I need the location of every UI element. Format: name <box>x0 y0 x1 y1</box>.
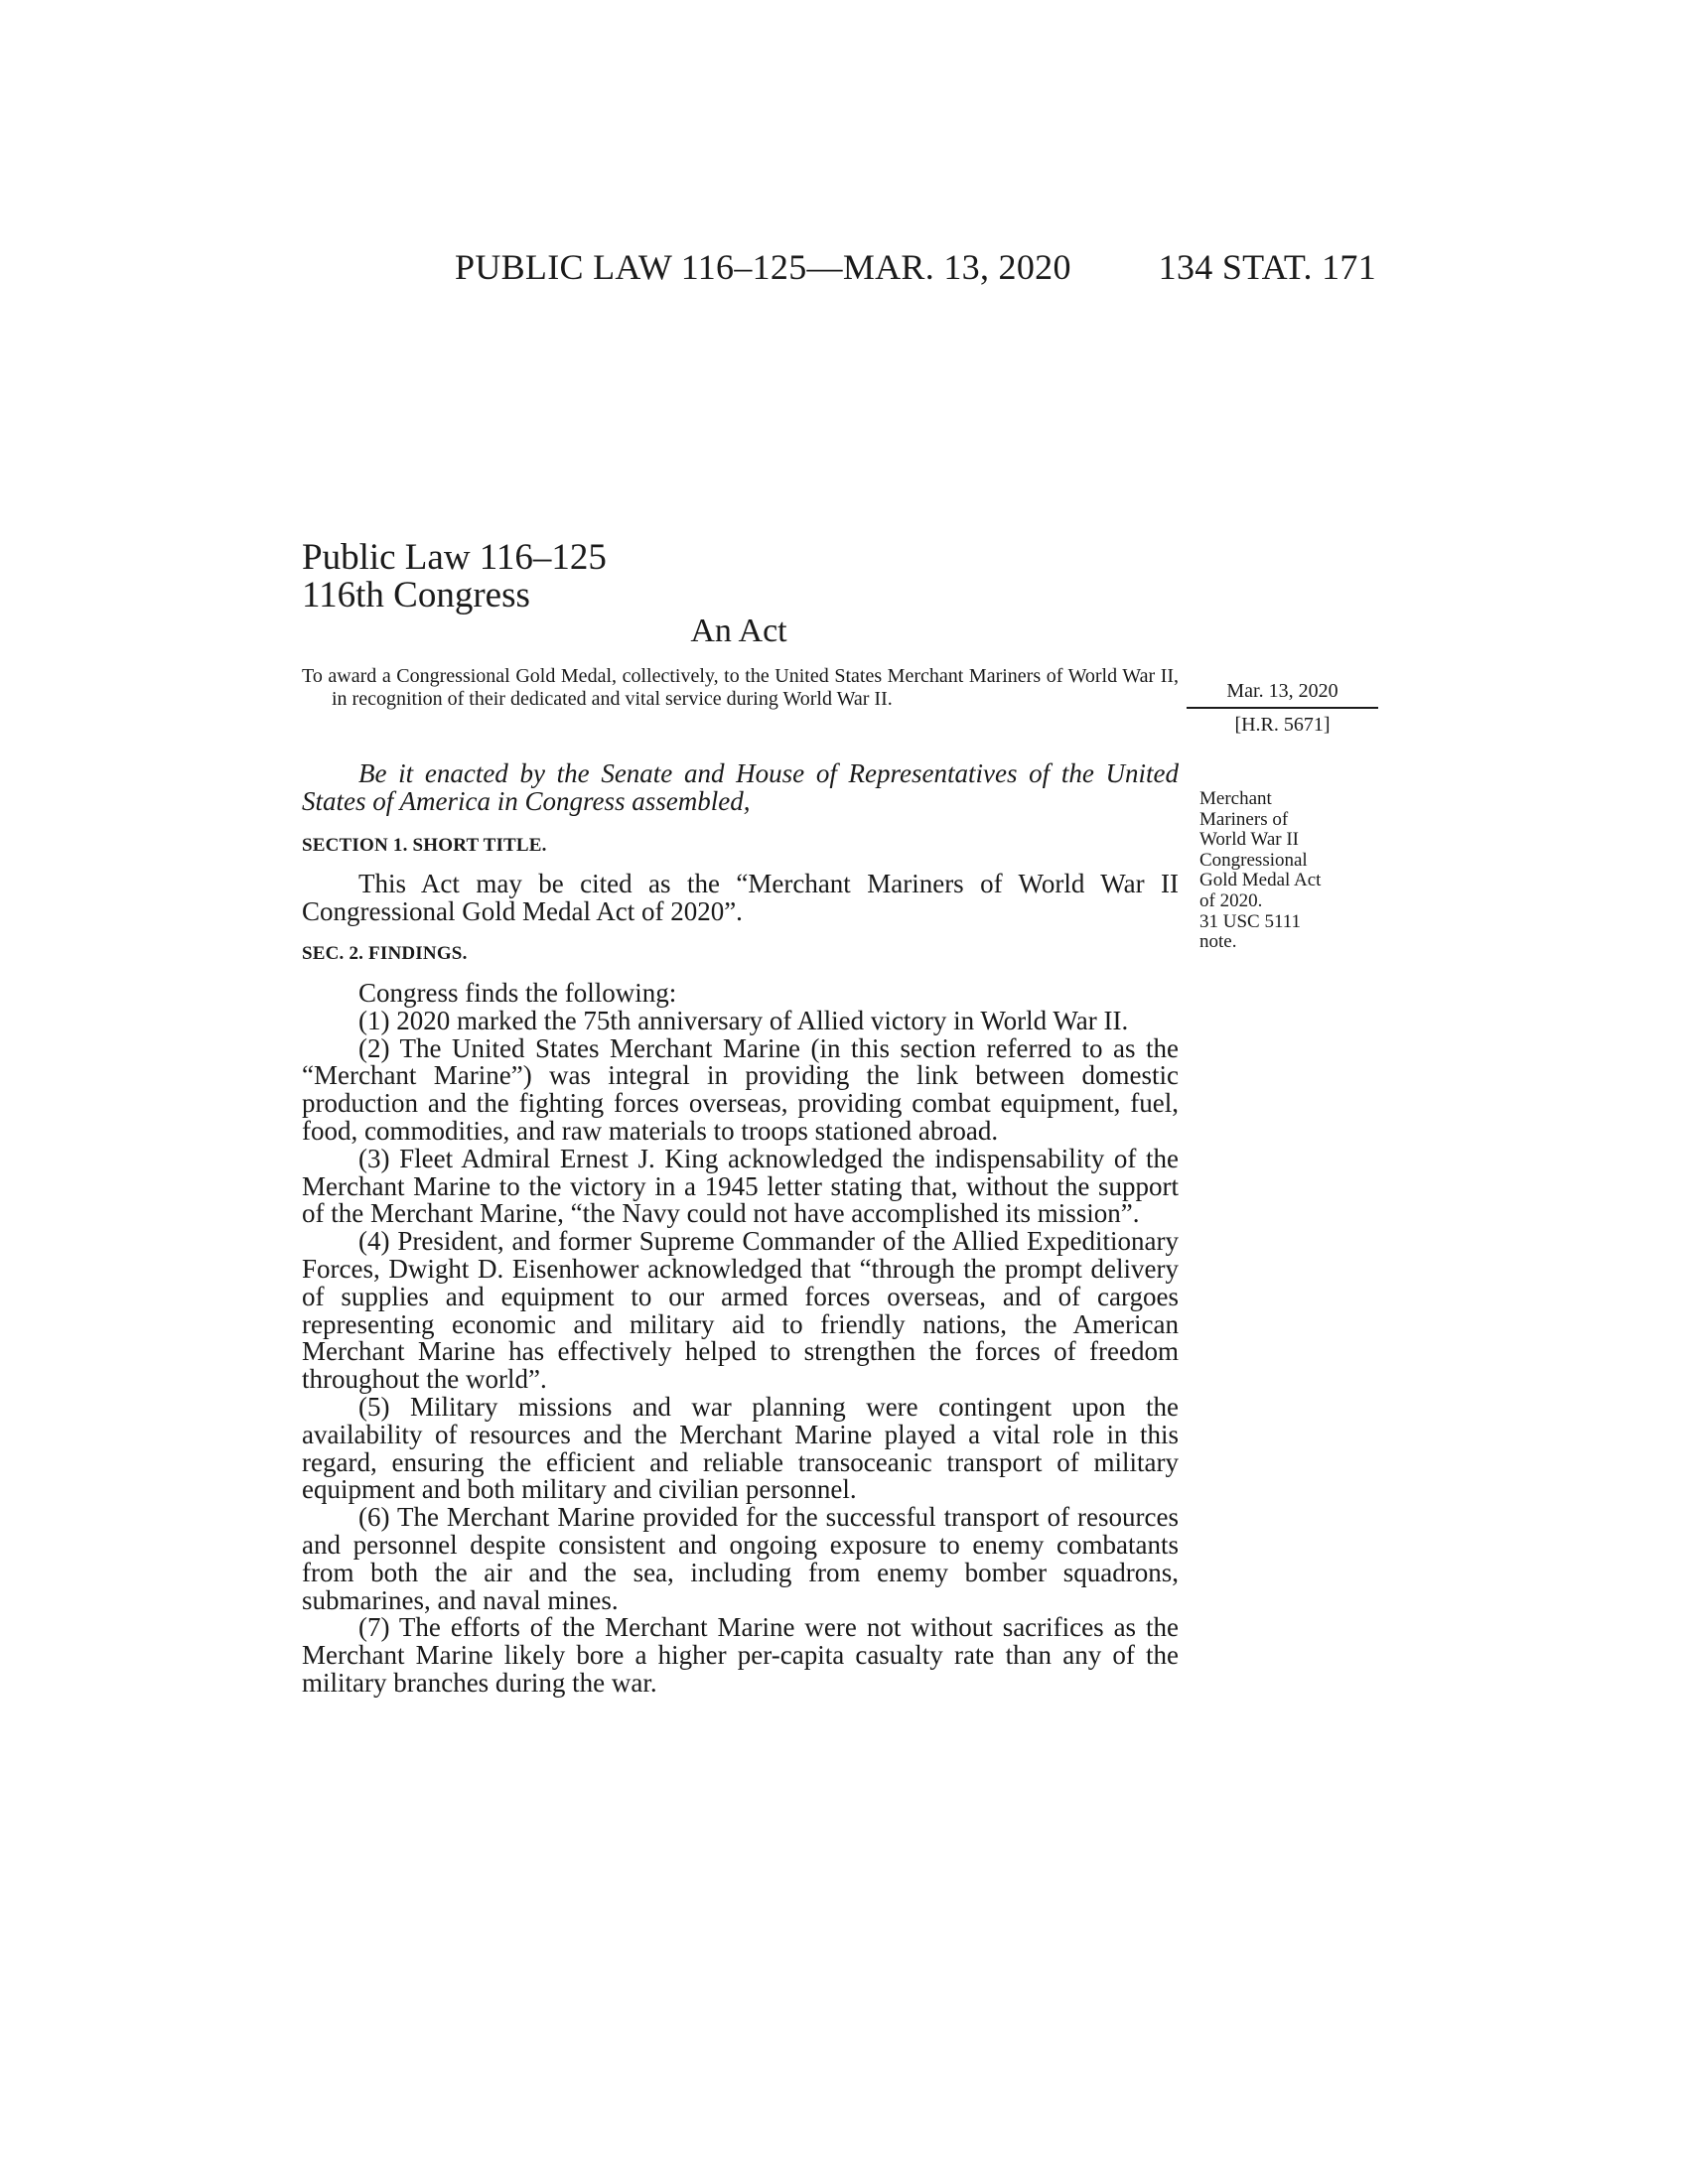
margin-note-line: Mariners of <box>1199 808 1289 830</box>
enacting-clause-text: Be it enacted by the Senate and House of Representatives of the United States of America in Congress assembled, <box>302 758 1179 816</box>
section-1-heading: SECTION 1. SHORT TITLE. <box>302 835 547 856</box>
section-2-body <box>302 980 1179 1698</box>
margin-note-line: World War II <box>1199 829 1300 851</box>
finding-paragraph: (7) The efforts of the Merchant Marine were not without sacrifices as the Merchant Marine likely bore a higher per-capita casualty rate than any of the military branches during the war. <box>302 1612 1179 1698</box>
purpose-continuation: Mariners of World War II, in recognition of their dedicated and vital service during World War II. <box>332 665 1180 710</box>
margin-note-line: Merchant <box>1199 788 1272 809</box>
section-1-body <box>302 871 1179 926</box>
finding-paragraph: (3) Fleet Admiral Ernest J. King acknowledged the indispensability of the Merchant Marine to the victory in a 1945 letter stating that, without the support of the Merchant Marine, “the Navy could not have accomplished its mission”. <box>302 1143 1179 1229</box>
finding-paragraph: (4) President, and former Supreme Commander of the Allied Expeditionary Forces, Dwight D. Eisenhower acknowledged that “through the prompt delivery of supplies and equipment to our armed forces overseas, and of cargoes representing economic and military aid to friendly nations, the American Merchant Marine has effectively helped to strengthen the forces of freedom throughout the world”. <box>302 1226 1179 1395</box>
margin-note-line: note. <box>1199 931 1237 953</box>
margin-enactment-date: Mar. 13, 2020 <box>1187 679 1378 709</box>
margin-note-line: 31 USC 5111 <box>1199 910 1302 932</box>
running-header-page-number: 134 STAT. 171 <box>1158 247 1376 287</box>
margin-note-line: Congressional <box>1199 849 1308 871</box>
purpose-first-line: To award a Congressional Gold Medal, collectively, to the United States Merchant <box>302 665 964 687</box>
margin-note-line: Gold Medal Act <box>1199 870 1322 891</box>
finding-paragraph: (5) Military missions and war planning were contingent upon the availability of resources and the Merchant Marine played a vital role in this regard, ensuring the efficient and reliable transoceanic transport of military equipment and both military and civilian personnel. <box>302 1391 1179 1505</box>
margin-note-line: of 2020. <box>1199 889 1263 911</box>
section-2-heading: SEC. 2. FINDINGS. <box>302 943 468 964</box>
margin-bill-number: [H.R. 5671] <box>1234 714 1331 736</box>
margin-enactment-block <box>1187 679 1378 737</box>
purpose-statement <box>302 665 1179 710</box>
finding-paragraph: (6) The Merchant Marine provided for the successful transport of resources and personnel despite consistent and ongoing exposure to enemy combatants from both the air and the sea, including from enemy bomber squadrons, submarines, and naval mines. <box>302 1502 1179 1615</box>
margin-short-title-note <box>1199 789 1358 953</box>
section-1-text: This Act may be cited as the “Merchant Mariners of World War II Congressional Gold Medal Act of 2020”. <box>302 869 1179 926</box>
findings-intro: Congress finds the following: <box>358 978 677 1008</box>
finding-paragraph: (1) 2020 marked the 75th anniversary of Allied victory in World War II. <box>358 1005 1129 1035</box>
congress-number: 116th Congress <box>302 575 530 615</box>
running-header-citation: PUBLIC LAW 116–125—MAR. 13, 2020 <box>455 247 1071 287</box>
act-heading: An Act <box>690 613 787 649</box>
public-law-number: Public Law 116–125 <box>302 537 607 578</box>
enacting-clause <box>302 760 1179 816</box>
finding-paragraph: (2) The United States Merchant Marine (in this section referred to as the “Merchant Marine”) was integral in providing the link between domestic production and the fighting forces overseas, providing combat equipment, fuel, food, commodities, and raw materials to troops stationed abroad. <box>302 1032 1179 1146</box>
